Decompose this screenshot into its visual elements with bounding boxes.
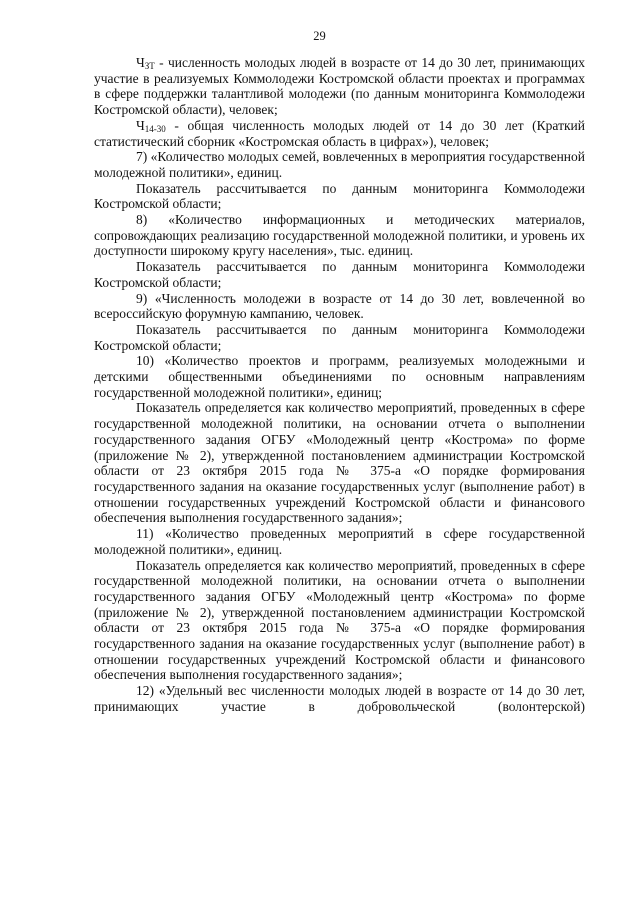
formula-subscript: 14-30 [144, 123, 166, 134]
indicator-10: 10) «Количество проектов и программ, реализуемых молодежными и детскими общественными объединениями по основным направлениям государственной молодежной политики», единиц; [94, 353, 585, 400]
indicator-9: 9) «Численность молодежи в возрасте от 14 до 30 лет, вовлеченной во всероссийскую форумную кампанию, человек. [94, 290, 585, 322]
indicator-8: 8) «Количество информационных и методических материалов, сопровождающих реализацию государственной молодежной политики, и уровень их доступности широкому кругу населения», тыс. единиц. [94, 212, 585, 259]
indicator-11-method: Показатель определяется как количество мероприятий, проведенных в сфере государственной молодежной политики, на основании отчета о выполнении государственного задания ОГБУ «Молодежный центр «Кострома» по форме (приложение № 2), утвержденной постановлением администрации Костромской области от 23 октября 2015 года № 375-а «О порядке формирования государственного задания на оказание государственных услуг (выполнение работ) в отношении государственных учреждений Костромской области и финансового обеспечения выполнения государственного задания»; [94, 557, 585, 683]
formula-definition-text: - численность молодых людей в возрасте от 14 до 30 лет, принимающих участие в реализуемых Коммолодежи Костромской области проектах и программах в сфере поддержки талантливой молодежи (по данным мониторинга Коммолодежи Костромской области), человек; [94, 55, 585, 118]
indicator-12: 12) «Удельный вес численности молодых людей в возрасте от 14 до 30 лет, принимающих участие в добровольческой (волонтерской) [94, 683, 585, 714]
formula-definition-chzt [94, 55, 585, 118]
indicator-7-method: Показатель рассчитывается по данным мониторинга Коммолодежи Костромской области; [94, 180, 585, 212]
indicator-10-method: Показатель определяется как количество мероприятий, проведенных в сфере государственной молодежной политики, на основании отчета о выполнении государственного задания ОГБУ «Молодежный центр «Кострома» по форме (приложение № 2), утвержденной постановлением администрации Костромской области от 23 октября 2015 года № 375-а «О порядке формирования государственного задания на оказание государственных услуг (выполнение работ) в отношении государственных учреждений Костромской области и финансового обеспечения выполнения государственного задания»; [94, 400, 585, 526]
indicator-11: 11) «Количество проведенных мероприятий в сфере государственной молодежной политики», единиц. [94, 526, 585, 557]
formula-definition-ch14-30 [94, 118, 585, 149]
formula-definition-text: - общая численность молодых людей от 14 до 30 лет (Краткий статистический сборник «Костромская область в цифрах»), человек; [94, 117, 585, 149]
indicator-8-method: Показатель рассчитывается по данным мониторинга Коммолодежи Костромской области; [94, 259, 585, 290]
page-number: 29 [313, 29, 326, 43]
indicator-9-method: Показатель рассчитывается по данным мониторинга Коммолодежи Костромской области; [94, 321, 585, 353]
formula-subscript: ЗТ [144, 61, 155, 71]
formula-symbol: Ч [136, 117, 145, 133]
document-body [94, 55, 585, 715]
indicator-7: 7) «Количество молодых семей, вовлеченных в мероприятия государственной молодежной политики», единиц. [94, 149, 585, 180]
formula-symbol: Ч [136, 55, 145, 70]
